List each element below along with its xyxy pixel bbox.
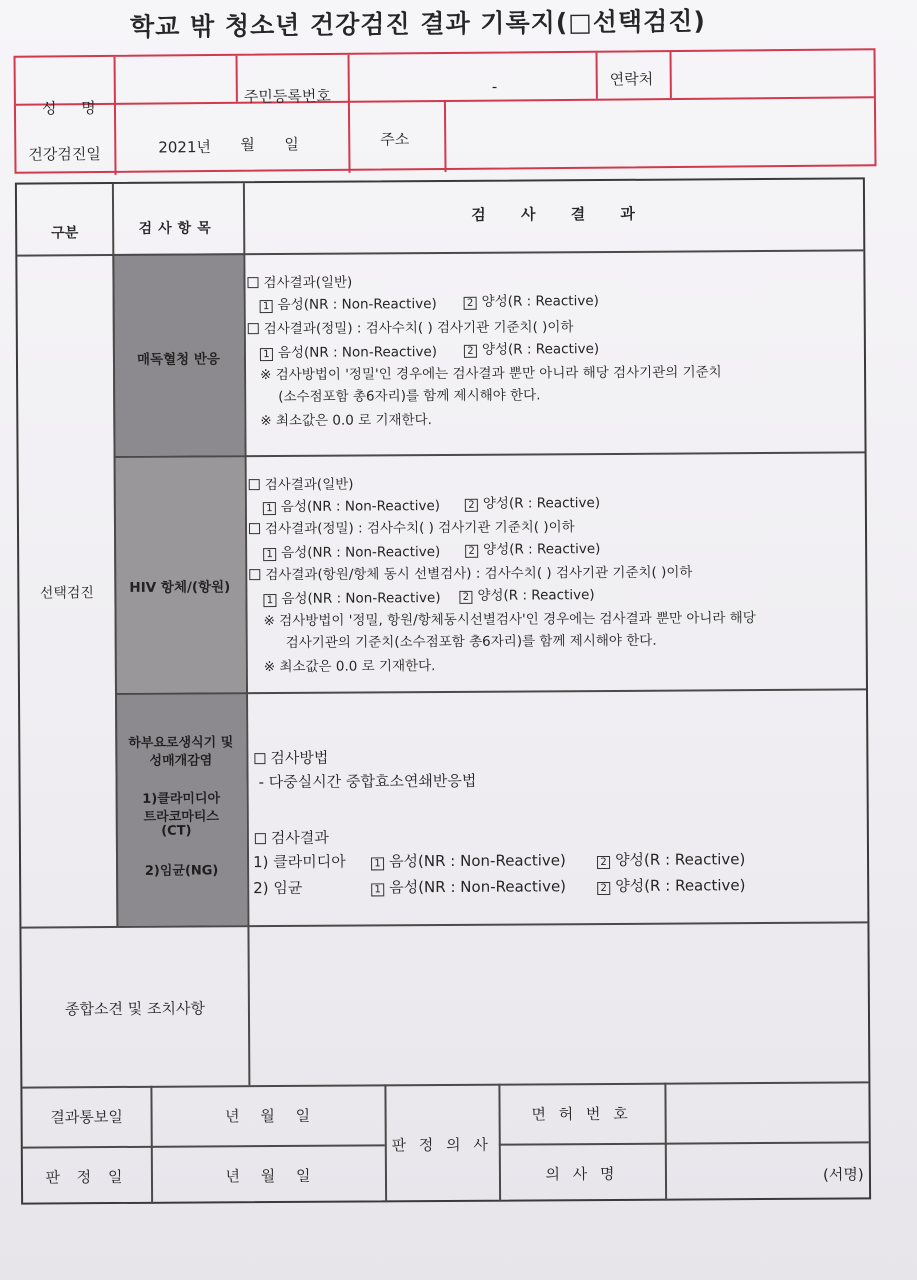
sti-item-line-3: 1)클라미디아 [142, 791, 221, 807]
syphilis-precise-pos: 2 양성(R : Reactive) [464, 337, 599, 358]
option-2-box[interactable]: 2 [465, 499, 478, 512]
option-2-box[interactable]: 2 [597, 856, 610, 869]
divider [17, 249, 863, 256]
results-table [15, 177, 871, 1204]
hiv-combo-title: 검사결과(항원/항체 동시 선별검사) : 검사수치( ) 검사기관 기준치( )이하 [249, 560, 692, 583]
sti-row1-pos: 2 양성(R : Reactive) [597, 848, 745, 870]
hiv-general-pos: 2 양성(R : Reactive) [465, 491, 600, 512]
checkbox[interactable] [249, 569, 260, 580]
hiv-precise-neg: 1 음성(NR : Non-Reactive) [263, 540, 440, 561]
hiv-general-title: 검사결과(일반) [249, 473, 354, 494]
option-2-box[interactable]: 2 [464, 297, 477, 310]
sti-item-line-5: (CT) [161, 823, 192, 839]
form-title: 학교 밖 청소년 건강검진 결과 기록지(□선택검진) [129, 6, 706, 42]
summary-label: 종합소견 및 조치사항 [64, 999, 205, 1019]
syphilis-precise-title: 검사결과(정밀) : 검사수치( ) 검사기관 기준치( )이하 [248, 315, 574, 337]
option-2-box[interactable]: 2 [465, 545, 478, 558]
option-1-box[interactable]: 1 [260, 300, 273, 313]
checkup-date-label: 건강검진일 [28, 145, 101, 164]
checkbox[interactable] [247, 277, 258, 288]
sti-method-title: 검사방법 [254, 747, 328, 768]
divider [236, 56, 238, 102]
sti-item-line-1: 하부요로생식기 및 [128, 735, 234, 751]
hiv-item-label: HIV 항체/(항원) [129, 579, 231, 596]
divider [114, 57, 117, 175]
checkbox[interactable] [254, 753, 265, 764]
checkup-day: 일 [284, 135, 299, 154]
syphilis-general-title: 검사결과(일반) [247, 271, 352, 292]
hiv-precise-pos: 2 양성(R : Reactive) [465, 537, 600, 558]
signature-label: (서명) [822, 1165, 864, 1184]
rrn-dash: - [491, 77, 498, 96]
checkbox[interactable] [248, 323, 259, 334]
notify-date-value: 년 월 일 [225, 1106, 311, 1126]
syphilis-item-label: 매독혈청 반응 [136, 351, 220, 368]
hiv-note-1: ※ 검사방법이 '정밀, 항원/항체동시선별검사'인 경우에는 검사결과 뿐만 아니라 해당 [263, 610, 756, 630]
judging-doctor-label: 판 정 의 사 [391, 1135, 492, 1155]
sti-result-title: 검사결과 [255, 827, 329, 848]
syphilis-general-neg: 1 음성(NR : Non-Reactive) [260, 292, 437, 313]
option-1-box[interactable]: 1 [260, 348, 273, 361]
option-2-box[interactable]: 2 [464, 345, 477, 358]
option-1-box[interactable]: 1 [263, 502, 276, 515]
option-2-box[interactable]: 2 [459, 591, 472, 604]
judge-date-label: 판 정 일 [45, 1167, 129, 1187]
sti-method-value: - 다중실시간 중합효소연쇄반응법 [258, 771, 477, 792]
divider [348, 55, 351, 173]
contact-label: 연락처 [609, 70, 654, 89]
divider [595, 53, 597, 99]
sti-row1-neg: 1 음성(NR : Non-Reactive) [371, 849, 566, 871]
sti-row2-pos: 2 양성(R : Reactive) [597, 874, 745, 896]
sti-item-line-2: 성매개감염 [149, 753, 213, 769]
option-1-box[interactable]: 1 [263, 548, 276, 561]
doctor-name-label: 의 사 명 [545, 1164, 619, 1184]
divider [669, 52, 671, 98]
hiv-note-3: ※ 최소값은 0.0 로 기재한다. [263, 658, 436, 676]
syphilis-general-pos: 2 양성(R : Reactive) [464, 289, 599, 310]
sti-item-line-4: 트라코마티스 [143, 809, 219, 825]
divider [23, 1144, 385, 1148]
hiv-combo-neg: 1 음성(NR : Non-Reactive) [263, 586, 440, 607]
option-1-box[interactable]: 1 [371, 883, 384, 896]
sti-item-line-6: 2)임균(NG) [144, 863, 219, 879]
checkbox[interactable] [249, 523, 260, 534]
checkup-year: 2021년 [158, 138, 212, 157]
category-label: 선택검진 [39, 585, 94, 602]
checkup-month: 월 [240, 135, 255, 154]
name-label: 성 명 [41, 98, 106, 118]
option-2-box[interactable]: 2 [597, 882, 610, 895]
checkbox[interactable] [249, 479, 260, 490]
sti-row1-label: 1) 클라미디아 [252, 852, 346, 872]
hiv-note-2: 검사기관의 기준치(소수점포함 총6자리)를 함께 제시해야 한다. [285, 632, 657, 651]
syphilis-precise-neg: 1 음성(NR : Non-Reactive) [260, 340, 437, 361]
hiv-precise-title: 검사결과(정밀) : 검사수치( ) 검사기관 기준치( )이하 [249, 515, 575, 537]
syphilis-note-1: ※ 검사방법이 '정밀'인 경우에는 검사결과 뿐만 아니라 해당 검사기관의 기준치 [260, 364, 722, 384]
option-1-box[interactable]: 1 [371, 857, 384, 870]
hiv-general-neg: 1 음성(NR : Non-Reactive) [263, 494, 440, 515]
option-1-box[interactable]: 1 [263, 594, 276, 607]
syphilis-note-2: (소수점포함 총6자리)를 함께 제시해야 한다. [278, 387, 541, 406]
rrn-label: 주민등록번호 [243, 86, 331, 106]
checkbox[interactable] [255, 833, 266, 844]
judge-date-value: 년 월 일 [225, 1166, 311, 1186]
notify-date-label: 결과통보일 [50, 1107, 123, 1127]
col-header-results: 검 사 결 과 [471, 204, 635, 224]
address-label: 주소 [380, 130, 410, 149]
col-header-items: 검사항목 [138, 220, 217, 237]
personal-info-table [14, 48, 877, 174]
license-number-field[interactable] [666, 1083, 866, 1140]
syphilis-note-3: ※ 최소값은 0.0 로 기재한다. [260, 412, 433, 430]
hiv-combo-pos: 2 양성(R : Reactive) [459, 583, 594, 604]
col-header-category: 구분 [51, 225, 79, 242]
divider [444, 100, 447, 172]
sti-row2-neg: 1 음성(NR : Non-Reactive) [371, 875, 566, 897]
summary-field[interactable] [249, 923, 866, 1083]
sti-row2-label: 2) 임균 [253, 878, 303, 898]
license-number-label: 면 허 번 호 [531, 1104, 632, 1124]
